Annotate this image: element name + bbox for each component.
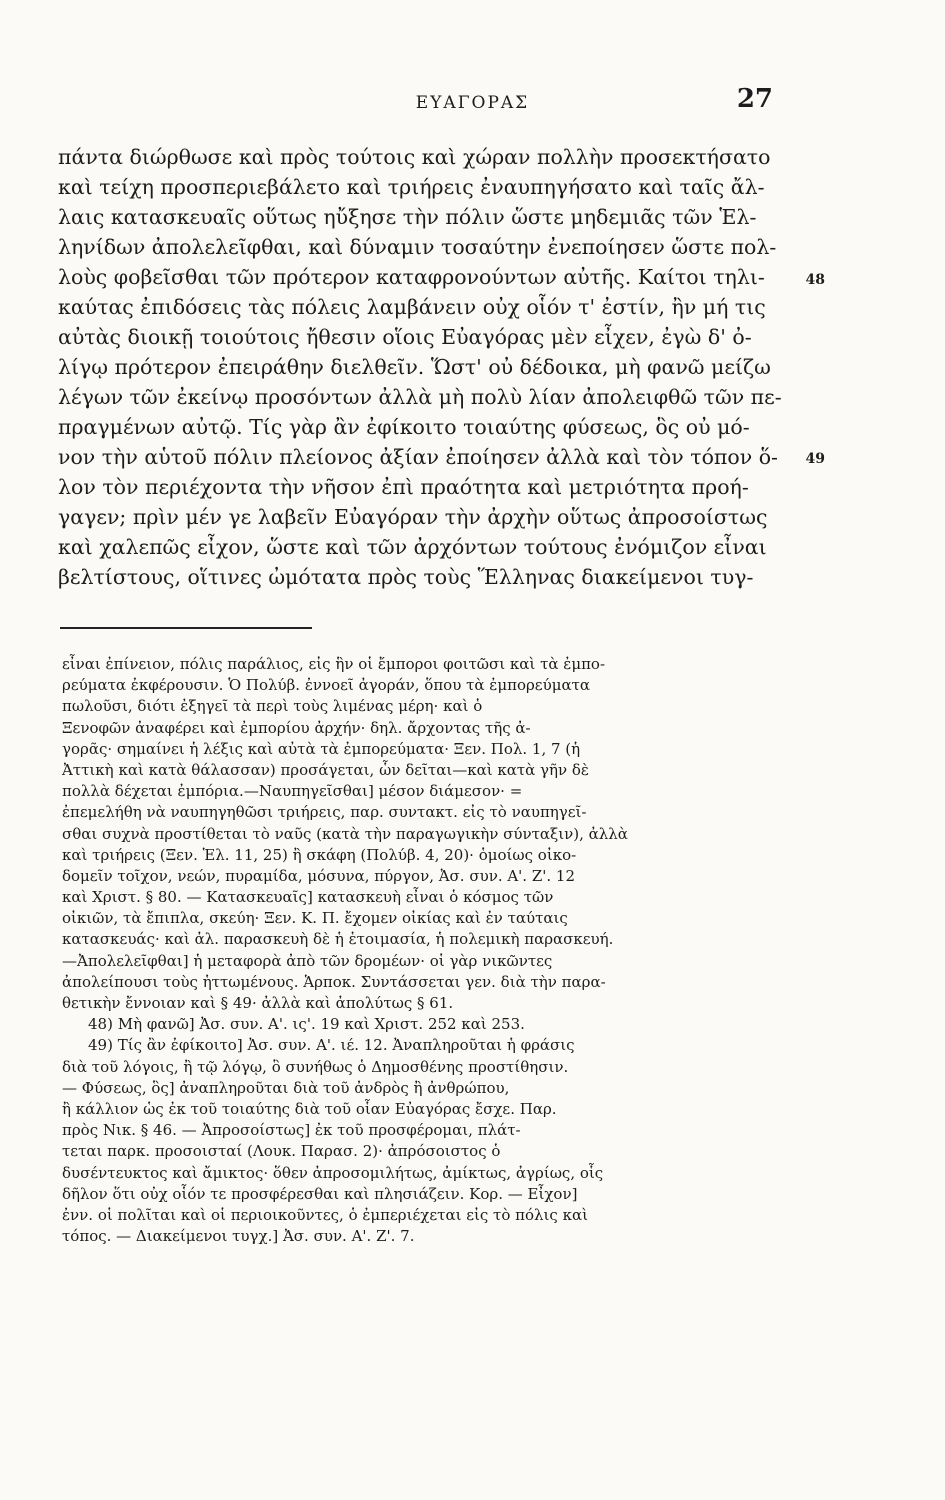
note-line: πωλοῦσι, διότι ἐξηγεῖ τὰ περὶ τοὺς λιμένας μέρη· καὶ ὁ: [62, 697, 483, 716]
note-line: Ξενοφῶν ἀναφέρει καὶ ἐμπορίου ἀρχήν· δηλ. ἄρχοντας τῆς ἀ-: [62, 718, 531, 737]
text-line: καὶ τείχη προσπεριεβάλετο καὶ τριήρεις ἐναυπηγήσατο καὶ ταῖς ἄλ-: [58, 175, 765, 199]
note-line: διὰ τοῦ λόγοις, ἢ τῷ λόγῳ, ὃ συνήθως ὁ Δημοσθένης προστίθησιν.: [62, 1057, 569, 1076]
running-header: ΕΥΑΓΟΡΑΣ: [415, 93, 530, 113]
note-line: τόπος. — Διακείμενοι τυγχ.] Ἀσ. συν. Α'. Ζ'. 7.: [62, 1227, 415, 1246]
text-line: λίγῳ πρότερον ἐπειράθην διελθεῖν. Ὥστ' οὐ δέδοικα, μὴ φανῶ μείζω: [58, 355, 771, 379]
text-line: λον τὸν περιέχοντα τὴν νῆσον ἐπὶ πραότητα καὶ μετριότητα προή-: [58, 475, 749, 499]
note-line: —Ἀπολελεῖφθαι] ἡ μεταφορὰ ἀπὸ τῶν δρομέων· οἱ γὰρ νικῶντες: [62, 951, 553, 970]
note-line: ρεύματα ἐκφέρουσιν. Ὁ Πολύβ. ἐννοεῖ ἀγοράν, ὅπου τὰ ἐμπορεύματα: [62, 676, 590, 695]
note-line: κατασκευάς· καὶ ἀλ. παρασκευὴ δὲ ἡ ἑτοιμασία, ἡ πολεμικὴ παρασκευή.: [62, 930, 614, 949]
page-number: 27: [736, 84, 773, 114]
text-line: ληνίδων ἀπολελεῖφθαι, καὶ δύναμιν τοσαύτην ἐνεποίησεν ὥστε πολ-: [58, 235, 777, 259]
note-line: τεται παρκ. προσοισταί (Λουκ. Παρασ. 2)· ἀπρόσοιστος ὁ: [62, 1142, 501, 1161]
note-line: ἢ κάλλιον ὡς ἐκ τοῦ τοιαύτης διὰ τοῦ οἷαν Εὐαγόρας ἔσχε. Παρ.: [62, 1099, 557, 1118]
note-line: οἰκιῶν, τὰ ἔπιπλα, σκεύη· Ξεν. Κ. Π. ἔχομεν οἰκίας καὶ ἐν ταύταις: [62, 909, 568, 928]
note-line: ἐνν. οἱ πολῖται καὶ οἱ περιοικοῦντες, ὁ ἐμπεριέχεται εἰς τὸ πόλις καὶ: [62, 1205, 588, 1224]
section-number-49: 49: [805, 451, 825, 467]
note-line: θετικὴν ἔννοιαν καὶ § 49· ἀλλὰ καὶ ἀπολύτως § 61.: [62, 994, 454, 1012]
note-line: πολλὰ δέχεται ἐμπόρια.—Ναυπηγεῖσθαι] μέσον διάμεσον· =: [62, 782, 523, 801]
text-line: λαις κατασκευαῖς οὕτως ηὔξησε τὴν πόλιν ὥστε μηδεμιᾶς τῶν Ἑλ-: [58, 205, 757, 229]
text-line: γαγεν; πρὶν μέν γε λαβεῖν Εὐαγόραν τὴν ἀρχὴν οὕτως ἀπροσοίστως: [58, 505, 768, 529]
note-line: γορᾶς· σημαίνει ἡ λέξις καὶ αὐτὰ τὰ ἐμπορεύματα· Ξεν. Πολ. 1, 7 (ἡ: [62, 739, 581, 758]
note-line: δυσέντευκτος καὶ ἄμικτος· ὅθεν ἀπροσομιλήτως, ἀμίκτως, ἀγρίως, οἷς: [62, 1163, 604, 1182]
footnote-divider: [60, 627, 312, 629]
text-line: καὶ χαλεπῶς εἶχον, ὥστε καὶ τῶν ἀρχόντων τούτους ἐνόμιζον εἶναι: [58, 535, 767, 559]
text-line: πραγμένων αὐτῷ. Τίς γὰρ ἂν ἐφίκοιτο τοιαύτης φύσεως, ὃς οὐ μό-: [58, 415, 750, 439]
section-number-48: 48: [805, 272, 825, 288]
main-text-block: [58, 142, 788, 592]
text-line: νον τὴν αὑτοῦ πόλιν πλείονος ἀξίαν ἐποίησεν ἀλλὰ καὶ τὸν τόπον ὅ-: [58, 445, 778, 469]
footnotes-block: [62, 654, 762, 1247]
text-line: καύτας ἐπιδόσεις τὰς πόλεις λαμβάνειν οὐχ οἷόν τ' ἐστίν, ἢν μή τις: [58, 295, 766, 319]
note-line: πρὸς Νικ. § 46. — Ἀπροσοίστως] ἐκ τοῦ προσφέρομαι, πλάτ-: [62, 1121, 521, 1140]
text-line: βελτίστους, οἵτινες ὠμότατα πρὸς τοὺς Ἕλληνας διακείμενοι τυγ-: [58, 565, 754, 589]
note-line: 48) Μὴ φανῶ] Ἀσ. συν. Α'. ις'. 19 καὶ Χριστ. 252 καὶ 253.: [88, 1015, 525, 1034]
text-line: λέγων τῶν ἐκείνῳ προσόντων ἀλλὰ μὴ πολὺ λίαν ἀπολειφθῶ τῶν πε-: [58, 385, 782, 409]
note-line: δομεῖν τοῖχον, νεών, πυραμίδα, μόσυνα, πύργον, Ἀσ. συν. Α'. Ζ'. 12: [62, 866, 576, 885]
note-line: 49) Τίς ἂν ἐφίκοιτο] Ἀσ. συν. Α'. ιέ. 12. Ἀναπληροῦται ἡ φράσις: [88, 1036, 575, 1055]
note-line: ἀπολείπουσι τοὺς ἡττωμένους. Ἁρποκ. Συντάσσεται γεν. διὰ τὴν παρα-: [62, 972, 606, 991]
note-line: καὶ Χριστ. § 80. — Κατασκευαῖς] κατασκευὴ εἶναι ὁ κόσμος τῶν: [62, 888, 554, 907]
text-line: πάντα διώρθωσε καὶ πρὸς τούτοις καὶ χώραν πολλὴν προσεκτήσατο: [58, 145, 771, 169]
text-line: λοὺς φοβεῖσθαι τῶν πρότερον καταφρονούντων αὐτῆς. Καίτοι τηλι-: [58, 265, 765, 289]
note-line: καὶ τριήρεις (Ξεν. Ἑλ. 11, 25) ἢ σκάφη (Πολύβ. 4, 20)· ὁμοίως οἰκο-: [62, 845, 577, 864]
text-line: αὐτὰς διοικῇ τοιούτοις ἤθεσιν οἵοις Εὐαγόρας μὲν εἶχεν, ἐγὼ δ' ὀ-: [58, 325, 752, 349]
note-line: σθαι συχνὰ προστίθεται τὸ ναῦς (κατὰ τὴν παραγωγικὴν σύνταξιν), ἀλλὰ: [62, 824, 628, 843]
note-line: εἶναι ἐπίνειον, πόλις παράλιος, εἰς ἣν οἱ ἔμποροι φοιτῶσι καὶ τὰ ἐμπο-: [62, 655, 606, 673]
note-line: — Φύσεως, ὃς] ἀναπληροῦται διὰ τοῦ ἀνδρὸς ἢ ἀνθρώπου,: [62, 1078, 510, 1097]
note-line: Ἀττικὴ καὶ κατὰ θάλασσαν) προσάγεται, ὧν δεῖται—καὶ κατὰ γῆν δὲ: [62, 760, 589, 779]
note-line: ἐπεμελήθη νὰ ναυπηγηθῶσι τριήρεις, παρ. συντακτ. εἰς τὸ ναυπηγεῖ-: [62, 803, 587, 822]
note-line: δῆλον ὅτι οὐχ οἷόν τε προσφέρεσθαι καὶ πλησιάζειν. Κορ. — Εἶχον]: [62, 1184, 578, 1203]
